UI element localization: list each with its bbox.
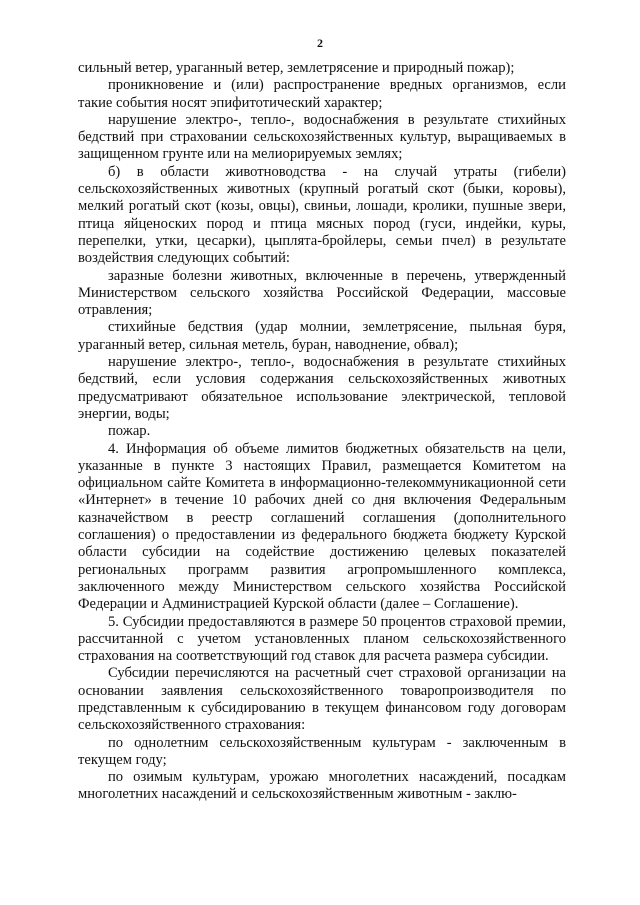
paragraph: по однолетним сельскохозяйственным культурам - заключенным в текущем году; (78, 734, 566, 768)
paragraph: по озимым культурам, урожаю многолетних насаждений, посадкам многолетних насаждений и сельскохозяйственным животным - заклю- (78, 769, 566, 803)
document-body (78, 60, 566, 804)
paragraph: б) в области животноводства - на случай утраты (гибели) сельскохозяйственных животных (крупный рогатый скот (быки, коровы), мелкий рогатый скот (козы, овцы), свиньи, лошади, кролики, пушные звери, птица яйценоских пород и птица мясных пород (гуси, индейки, куры, перепелки, утки, цесарки), цыплята-бройлеры, семьи пчел) в результате воздействия следующих событий: (78, 163, 566, 267)
paragraph: 5. Субсидии предоставляются в размере 50 процентов страховой премии, рассчитанной с учетом установленных планом сельскохозяйственного страхования на соответствующий год ставок для расчета размера субсидии. (78, 613, 566, 665)
paragraph: заразные болезни животных, включенные в перечень, утвержденный Министерством сельского хозяйства Российской Федерации, массовые отравления; (78, 267, 566, 319)
paragraph: пожар. (108, 423, 151, 440)
paragraph: проникновение и (или) распространение вредных организмов, если такие события носят эпифитотический характер; (78, 77, 566, 111)
page-number: 2 (317, 36, 323, 50)
paragraph: Субсидии перечисляются на расчетный счет страховой организации на основании заявления сельскохозяйственного товаропроизводителя по представленным к субсидированию в текущем финансовом году договорам сельскохозяйственного страхования: (78, 665, 566, 734)
paragraph: нарушение электро-, тепло-, водоснабжения в результате стихийных бедствий, если условия содержания сельскохозяйственных животных предусматривают обязательное использование электрической, тепловой энергии, воды; (78, 354, 566, 422)
paragraph: 4. Информация об объеме лимитов бюджетных обязательств на цели, указанные в пункте 3 настоящих Правил, размещается Комитетом на официальном сайте Комитета в информационно-телекоммуникационной сети «Интернет» в течение 10 рабочих дней со дня включения Федеральным казначейством в реестр соглашений соглашения (дополнительного соглашения) о предоставлении из федерального бюджета бюджету Курской области субсидии на содействие достижению целевых показателей региональных программ развития агропромышленного комплекса, заключенного между Министерством сельского хозяйства Российской Федерации и Администрацией Курской области (далее – Соглашение). (78, 440, 566, 613)
paragraph: сильный ветер, ураганный ветер, землетрясение и природный пожар); (78, 60, 515, 76)
paragraph: нарушение электро-, тепло-, водоснабжения в результате стихийных бедствий при страховании сельскохозяйственных культур, выращиваемых в защищенном грунте или на мелиорируемых землях; (78, 111, 566, 163)
paragraph: стихийные бедствия (удар молнии, землетрясение, пыльная буря, ураганный ветер, сильная метель, буран, наводнение, обвал); (78, 319, 566, 353)
